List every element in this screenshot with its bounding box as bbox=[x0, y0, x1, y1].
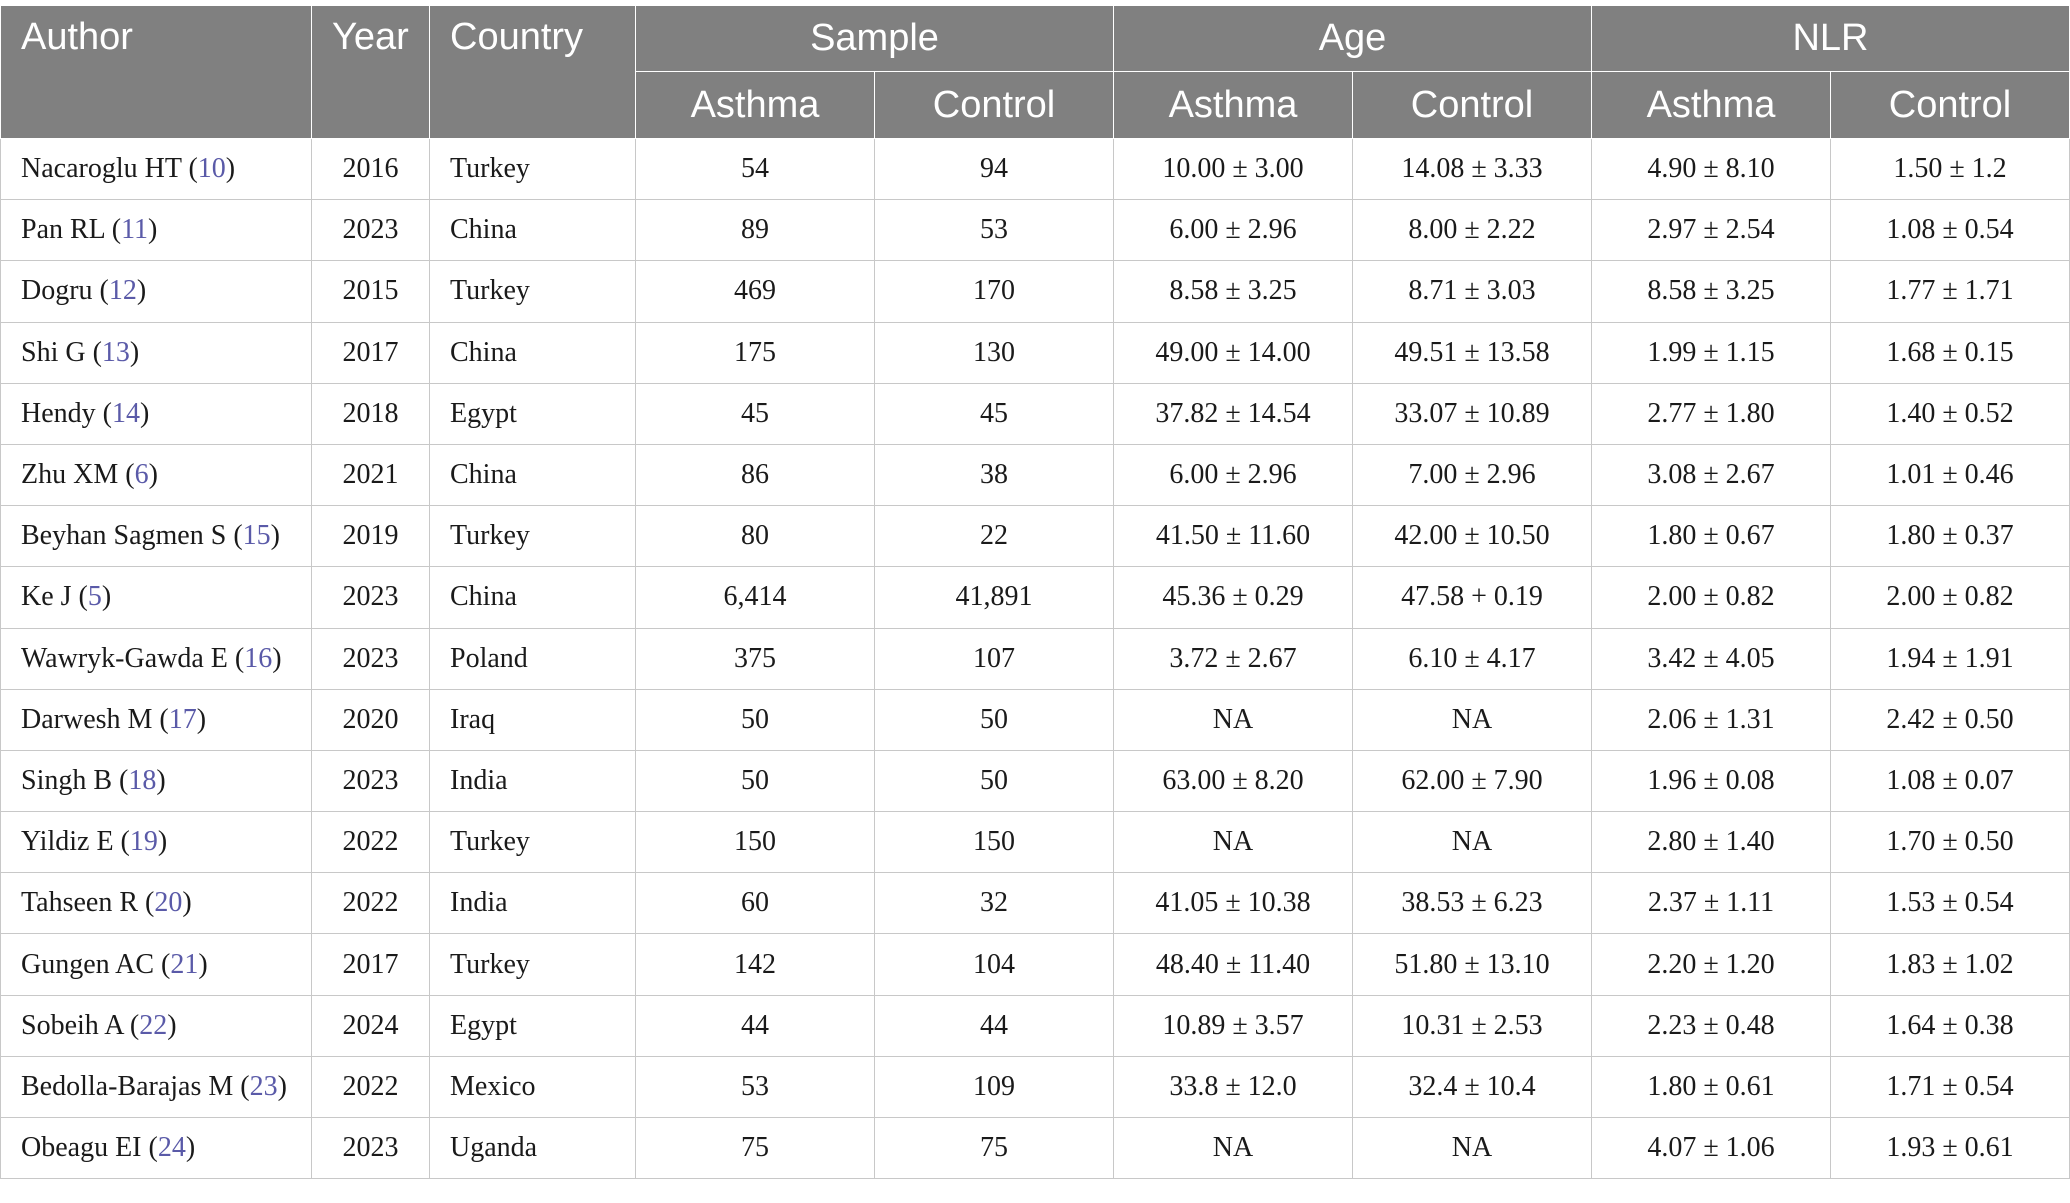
studies-table bbox=[0, 5, 2070, 1179]
reference-link[interactable]: 12 bbox=[108, 275, 137, 307]
nlr-asthma-cell: 4.90 ± 8.10 bbox=[1592, 139, 1831, 200]
sample-control-cell: 53 bbox=[875, 200, 1114, 261]
table-row bbox=[1, 934, 2070, 995]
nlr-asthma-cell: 2.00 ± 0.82 bbox=[1592, 567, 1831, 628]
header-country: Country bbox=[430, 6, 636, 139]
nlr-control-cell: 1.53 ± 0.54 bbox=[1831, 873, 2070, 934]
year-cell: 2015 bbox=[312, 261, 430, 322]
header-year: Year bbox=[312, 6, 430, 139]
sample-asthma-cell: 469 bbox=[636, 261, 875, 322]
author-name: Darwesh M bbox=[21, 703, 153, 735]
age-control-cell: 47.58 + 0.19 bbox=[1353, 567, 1592, 628]
author-cell: Gungen AC (21) bbox=[1, 934, 312, 995]
sample-asthma-cell: 53 bbox=[636, 1056, 875, 1117]
country-cell: Turkey bbox=[430, 261, 636, 322]
reference-link[interactable]: 13 bbox=[101, 336, 130, 368]
age-asthma-cell: 49.00 ± 14.00 bbox=[1114, 322, 1353, 383]
age-asthma-cell: 48.40 ± 11.40 bbox=[1114, 934, 1353, 995]
author-name: Zhu XM bbox=[21, 459, 119, 491]
age-control-cell: NA bbox=[1353, 812, 1592, 873]
year-cell: 2019 bbox=[312, 506, 430, 567]
nlr-control-cell: 1.08 ± 0.07 bbox=[1831, 750, 2070, 811]
age-control-cell: 8.00 ± 2.22 bbox=[1353, 200, 1592, 261]
sample-control-cell: 107 bbox=[875, 628, 1114, 689]
age-control-cell: 10.31 ± 2.53 bbox=[1353, 995, 1592, 1056]
sample-control-cell: 75 bbox=[875, 1118, 1114, 1179]
country-cell: India bbox=[430, 750, 636, 811]
sample-asthma-cell: 60 bbox=[636, 873, 875, 934]
nlr-asthma-cell: 2.80 ± 1.40 bbox=[1592, 812, 1831, 873]
sample-control-cell: 50 bbox=[875, 689, 1114, 750]
table-row bbox=[1, 1056, 2070, 1117]
sample-asthma-cell: 44 bbox=[636, 995, 875, 1056]
year-cell: 2022 bbox=[312, 1056, 430, 1117]
author-name: Dogru bbox=[21, 275, 93, 307]
author-name: Hendy bbox=[21, 397, 96, 429]
sample-control-cell: 104 bbox=[875, 934, 1114, 995]
nlr-asthma-cell: 8.58 ± 3.25 bbox=[1592, 261, 1831, 322]
age-asthma-cell: 33.8 ± 12.0 bbox=[1114, 1056, 1353, 1117]
age-control-cell: 32.4 ± 10.4 bbox=[1353, 1056, 1592, 1117]
author-cell: Tahseen R (20) bbox=[1, 873, 312, 934]
nlr-control-cell: 1.68 ± 0.15 bbox=[1831, 322, 2070, 383]
reference-link[interactable]: 23 bbox=[249, 1070, 278, 1102]
author-cell: Obeagu EI (24) bbox=[1, 1118, 312, 1179]
country-cell: Turkey bbox=[430, 139, 636, 200]
nlr-control-cell: 1.71 ± 0.54 bbox=[1831, 1056, 2070, 1117]
nlr-control-cell: 1.80 ± 0.37 bbox=[1831, 506, 2070, 567]
author-name: Obeagu EI bbox=[21, 1132, 142, 1164]
author-name: Bedolla-Barajas M bbox=[21, 1070, 234, 1102]
country-cell: Egypt bbox=[430, 995, 636, 1056]
year-cell: 2023 bbox=[312, 1118, 430, 1179]
sample-asthma-cell: 150 bbox=[636, 812, 875, 873]
author-cell: Wawryk-Gawda E (16) bbox=[1, 628, 312, 689]
age-control-cell: 38.53 ± 6.23 bbox=[1353, 873, 1592, 934]
nlr-asthma-cell: 1.99 ± 1.15 bbox=[1592, 322, 1831, 383]
table-row bbox=[1, 689, 2070, 750]
reference-link[interactable]: 5 bbox=[87, 581, 102, 613]
sample-control-cell: 150 bbox=[875, 812, 1114, 873]
author-cell: Zhu XM (6) bbox=[1, 444, 312, 505]
nlr-asthma-cell: 1.80 ± 0.61 bbox=[1592, 1056, 1831, 1117]
author-cell: Shi G (13) bbox=[1, 322, 312, 383]
table-row bbox=[1, 444, 2070, 505]
age-asthma-cell: 6.00 ± 2.96 bbox=[1114, 200, 1353, 261]
sample-asthma-cell: 375 bbox=[636, 628, 875, 689]
sample-control-cell: 109 bbox=[875, 1056, 1114, 1117]
sample-asthma-cell: 80 bbox=[636, 506, 875, 567]
year-cell: 2021 bbox=[312, 444, 430, 505]
header-nlr: NLR bbox=[1592, 6, 2070, 72]
age-asthma-cell: 3.72 ± 2.67 bbox=[1114, 628, 1353, 689]
sample-asthma-cell: 50 bbox=[636, 750, 875, 811]
country-cell: China bbox=[430, 567, 636, 628]
table-row bbox=[1, 383, 2070, 444]
age-control-cell: 49.51 ± 13.58 bbox=[1353, 322, 1592, 383]
country-cell: China bbox=[430, 322, 636, 383]
author-cell: Nacaroglu HT (10) bbox=[1, 139, 312, 200]
nlr-control-cell: 1.83 ± 1.02 bbox=[1831, 934, 2070, 995]
table-row bbox=[1, 261, 2070, 322]
country-cell: Poland bbox=[430, 628, 636, 689]
age-control-cell: NA bbox=[1353, 689, 1592, 750]
nlr-asthma-cell: 2.20 ± 1.20 bbox=[1592, 934, 1831, 995]
header-sample-asthma: Asthma bbox=[636, 72, 875, 139]
nlr-control-cell: 1.93 ± 0.61 bbox=[1831, 1118, 2070, 1179]
year-cell: 2023 bbox=[312, 628, 430, 689]
reference-link[interactable]: 20 bbox=[154, 887, 183, 919]
sample-asthma-cell: 89 bbox=[636, 200, 875, 261]
sample-control-cell: 38 bbox=[875, 444, 1114, 505]
sample-asthma-cell: 50 bbox=[636, 689, 875, 750]
nlr-control-cell: 1.01 ± 0.46 bbox=[1831, 444, 2070, 505]
nlr-asthma-cell: 2.23 ± 0.48 bbox=[1592, 995, 1831, 1056]
country-cell: Turkey bbox=[430, 934, 636, 995]
author-cell: Bedolla-Barajas M (23) bbox=[1, 1056, 312, 1117]
author-cell: Beyhan Sagmen S (15) bbox=[1, 506, 312, 567]
nlr-asthma-cell: 1.96 ± 0.08 bbox=[1592, 750, 1831, 811]
author-cell: Yildiz E (19) bbox=[1, 812, 312, 873]
table-row bbox=[1, 567, 2070, 628]
nlr-control-cell: 1.94 ± 1.91 bbox=[1831, 628, 2070, 689]
sample-asthma-cell: 142 bbox=[636, 934, 875, 995]
reference-link[interactable]: 15 bbox=[242, 520, 271, 552]
age-asthma-cell: 10.89 ± 3.57 bbox=[1114, 995, 1353, 1056]
sample-asthma-cell: 6,414 bbox=[636, 567, 875, 628]
year-cell: 2024 bbox=[312, 995, 430, 1056]
sample-control-cell: 44 bbox=[875, 995, 1114, 1056]
table-row bbox=[1, 995, 2070, 1056]
age-control-cell: 51.80 ± 13.10 bbox=[1353, 934, 1592, 995]
year-cell: 2022 bbox=[312, 873, 430, 934]
author-name: Ke J bbox=[21, 581, 72, 613]
nlr-control-cell: 1.77 ± 1.71 bbox=[1831, 261, 2070, 322]
age-asthma-cell: 8.58 ± 3.25 bbox=[1114, 261, 1353, 322]
reference-link[interactable]: 16 bbox=[244, 642, 273, 674]
author-cell: Hendy (14) bbox=[1, 383, 312, 444]
sample-asthma-cell: 45 bbox=[636, 383, 875, 444]
sample-control-cell: 170 bbox=[875, 261, 1114, 322]
sample-control-cell: 130 bbox=[875, 322, 1114, 383]
author-name: Nacaroglu HT bbox=[21, 153, 182, 185]
nlr-control-cell: 1.40 ± 0.52 bbox=[1831, 383, 2070, 444]
reference-link[interactable]: 18 bbox=[128, 764, 157, 796]
table-row bbox=[1, 139, 2070, 200]
header-sample: Sample bbox=[636, 6, 1114, 72]
header-age: Age bbox=[1114, 6, 1592, 72]
sample-asthma-cell: 175 bbox=[636, 322, 875, 383]
country-cell: India bbox=[430, 873, 636, 934]
sample-control-cell: 50 bbox=[875, 750, 1114, 811]
author-cell: Dogru (12) bbox=[1, 261, 312, 322]
author-name: Yildiz E bbox=[21, 826, 114, 858]
author-cell: Sobeih A (22) bbox=[1, 995, 312, 1056]
country-cell: Turkey bbox=[430, 506, 636, 567]
age-asthma-cell: NA bbox=[1114, 689, 1353, 750]
sample-asthma-cell: 86 bbox=[636, 444, 875, 505]
author-name: Singh B bbox=[21, 764, 113, 796]
header-sample-control: Control bbox=[875, 72, 1114, 139]
header-nlr-asthma: Asthma bbox=[1592, 72, 1831, 139]
sample-asthma-cell: 54 bbox=[636, 139, 875, 200]
country-cell: Iraq bbox=[430, 689, 636, 750]
nlr-asthma-cell: 4.07 ± 1.06 bbox=[1592, 1118, 1831, 1179]
age-control-cell: 8.71 ± 3.03 bbox=[1353, 261, 1592, 322]
reference-link[interactable]: 22 bbox=[139, 1009, 168, 1041]
reference-link[interactable]: 19 bbox=[129, 826, 158, 858]
sample-control-cell: 22 bbox=[875, 506, 1114, 567]
nlr-control-cell: 2.00 ± 0.82 bbox=[1831, 567, 2070, 628]
nlr-control-cell: 1.08 ± 0.54 bbox=[1831, 200, 2070, 261]
age-control-cell: 62.00 ± 7.90 bbox=[1353, 750, 1592, 811]
age-asthma-cell: NA bbox=[1114, 812, 1353, 873]
country-cell: China bbox=[430, 444, 636, 505]
age-control-cell: NA bbox=[1353, 1118, 1592, 1179]
author-cell: Singh B (18) bbox=[1, 750, 312, 811]
age-asthma-cell: 10.00 ± 3.00 bbox=[1114, 139, 1353, 200]
age-control-cell: 33.07 ± 10.89 bbox=[1353, 383, 1592, 444]
header-age-asthma: Asthma bbox=[1114, 72, 1353, 139]
author-name: Pan RL bbox=[21, 214, 105, 246]
year-cell: 2023 bbox=[312, 200, 430, 261]
nlr-asthma-cell: 2.77 ± 1.80 bbox=[1592, 383, 1831, 444]
nlr-control-cell: 1.70 ± 0.50 bbox=[1831, 812, 2070, 873]
age-asthma-cell: 41.50 ± 11.60 bbox=[1114, 506, 1353, 567]
table-row bbox=[1, 1118, 2070, 1179]
reference-link[interactable]: 17 bbox=[168, 703, 197, 735]
country-cell: Uganda bbox=[430, 1118, 636, 1179]
header-age-control: Control bbox=[1353, 72, 1592, 139]
year-cell: 2020 bbox=[312, 689, 430, 750]
reference-link[interactable]: 21 bbox=[170, 948, 199, 980]
table-row bbox=[1, 200, 2070, 261]
nlr-asthma-cell: 1.80 ± 0.67 bbox=[1592, 506, 1831, 567]
year-cell: 2017 bbox=[312, 934, 430, 995]
nlr-asthma-cell: 2.37 ± 1.11 bbox=[1592, 873, 1831, 934]
age-asthma-cell: NA bbox=[1114, 1118, 1353, 1179]
age-asthma-cell: 37.82 ± 14.54 bbox=[1114, 383, 1353, 444]
sample-asthma-cell: 75 bbox=[636, 1118, 875, 1179]
author-cell: Ke J (5) bbox=[1, 567, 312, 628]
sample-control-cell: 94 bbox=[875, 139, 1114, 200]
author-cell: Pan RL (11) bbox=[1, 200, 312, 261]
table-body bbox=[1, 139, 2070, 1179]
nlr-control-cell: 1.64 ± 0.38 bbox=[1831, 995, 2070, 1056]
age-control-cell: 42.00 ± 10.50 bbox=[1353, 506, 1592, 567]
nlr-control-cell: 1.50 ± 1.2 bbox=[1831, 139, 2070, 200]
table-row bbox=[1, 506, 2070, 567]
year-cell: 2023 bbox=[312, 567, 430, 628]
age-control-cell: 14.08 ± 3.33 bbox=[1353, 139, 1592, 200]
age-asthma-cell: 6.00 ± 2.96 bbox=[1114, 444, 1353, 505]
year-cell: 2016 bbox=[312, 139, 430, 200]
country-cell: China bbox=[430, 200, 636, 261]
author-name: Gungen AC bbox=[21, 948, 154, 980]
reference-link[interactable]: 10 bbox=[197, 153, 226, 185]
table-header bbox=[1, 6, 2070, 139]
table-row bbox=[1, 628, 2070, 689]
nlr-asthma-cell: 2.97 ± 2.54 bbox=[1592, 200, 1831, 261]
author-name: Shi G bbox=[21, 336, 86, 368]
sample-control-cell: 41,891 bbox=[875, 567, 1114, 628]
nlr-asthma-cell: 3.42 ± 4.05 bbox=[1592, 628, 1831, 689]
table-row bbox=[1, 322, 2070, 383]
year-cell: 2022 bbox=[312, 812, 430, 873]
country-cell: Egypt bbox=[430, 383, 636, 444]
header-author: Author bbox=[1, 6, 312, 139]
reference-link[interactable]: 6 bbox=[134, 459, 149, 491]
age-asthma-cell: 41.05 ± 10.38 bbox=[1114, 873, 1353, 934]
year-cell: 2018 bbox=[312, 383, 430, 444]
author-name: Sobeih A bbox=[21, 1009, 123, 1041]
age-asthma-cell: 45.36 ± 0.29 bbox=[1114, 567, 1353, 628]
age-control-cell: 7.00 ± 2.96 bbox=[1353, 444, 1592, 505]
nlr-asthma-cell: 2.06 ± 1.31 bbox=[1592, 689, 1831, 750]
reference-link[interactable]: 24 bbox=[157, 1132, 186, 1164]
sample-control-cell: 45 bbox=[875, 383, 1114, 444]
age-control-cell: 6.10 ± 4.17 bbox=[1353, 628, 1592, 689]
header-nlr-control: Control bbox=[1831, 72, 2070, 139]
age-asthma-cell: 63.00 ± 8.20 bbox=[1114, 750, 1353, 811]
country-cell: Turkey bbox=[430, 812, 636, 873]
country-cell: Mexico bbox=[430, 1056, 636, 1117]
reference-link[interactable]: 11 bbox=[121, 214, 149, 246]
author-name: Tahseen R bbox=[21, 887, 139, 919]
sample-control-cell: 32 bbox=[875, 873, 1114, 934]
nlr-asthma-cell: 3.08 ± 2.67 bbox=[1592, 444, 1831, 505]
table-row bbox=[1, 873, 2070, 934]
author-name: Beyhan Sagmen S bbox=[21, 520, 227, 552]
author-name: Wawryk-Gawda E bbox=[21, 642, 228, 674]
table-row bbox=[1, 812, 2070, 873]
author-cell: Darwesh M (17) bbox=[1, 689, 312, 750]
year-cell: 2017 bbox=[312, 322, 430, 383]
year-cell: 2023 bbox=[312, 750, 430, 811]
reference-link[interactable]: 14 bbox=[111, 397, 140, 429]
table-row bbox=[1, 750, 2070, 811]
nlr-control-cell: 2.42 ± 0.50 bbox=[1831, 689, 2070, 750]
